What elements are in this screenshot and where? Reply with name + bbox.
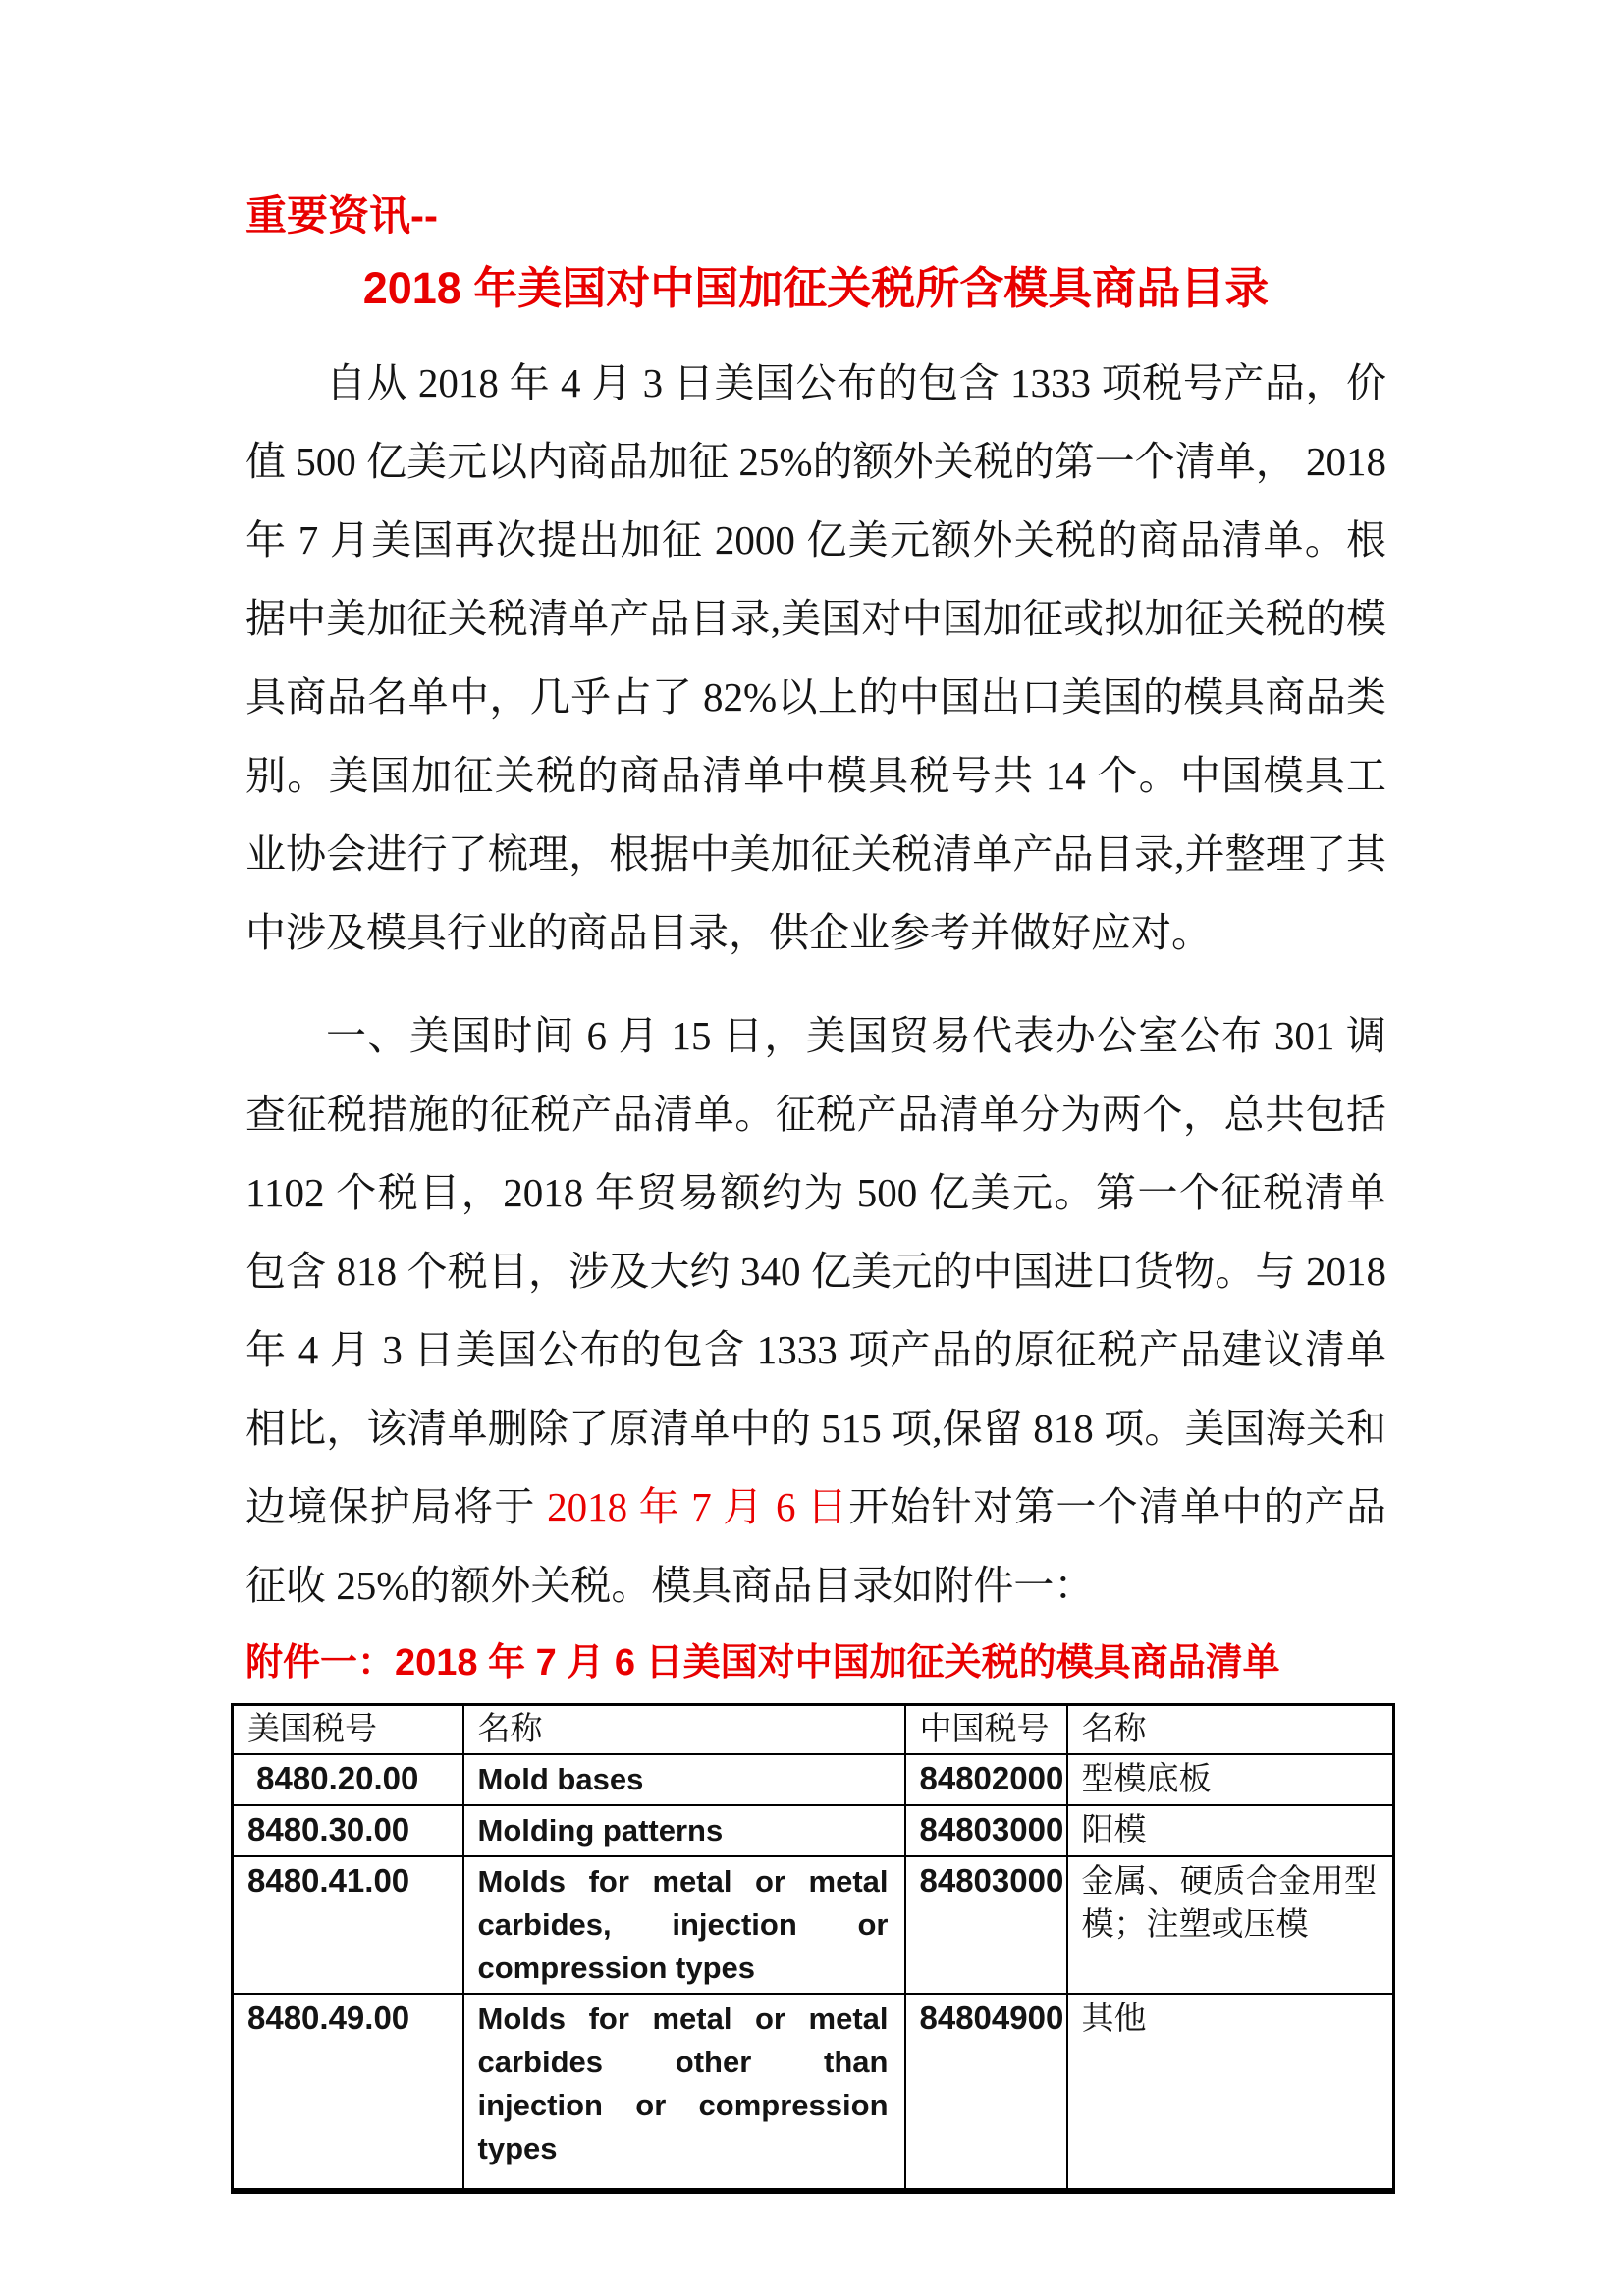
cell-cn-code: 84802000 <box>905 1754 1067 1805</box>
cell-name-en: Molds for metal or metal carbides other than injection or compression types <box>463 1994 905 2191</box>
cell-us-code: 8480.30.00 <box>233 1805 463 1856</box>
tariff-table <box>231 1703 1395 2194</box>
attachment-heading: 附件一：2018 年 7 月 6 日美国对中国加征关税的模具商品清单 <box>245 1642 1280 1684</box>
table-header-row <box>233 1705 1394 1755</box>
cell-name-en: Molding patterns <box>463 1805 905 1856</box>
col-header-us-code: 美国税号 <box>233 1705 463 1755</box>
paragraph-list-one <box>245 996 1386 1625</box>
cell-cn-code: 84804900 <box>905 1994 1067 2191</box>
table-row <box>233 1856 1394 1994</box>
highlight-date: 2018 年 7 月 6 日 <box>547 1484 849 1530</box>
table-row <box>233 1805 1394 1856</box>
col-header-cn-code: 中国税号 <box>905 1705 1067 1755</box>
table-row <box>233 1994 1394 2191</box>
cell-name-en: Mold bases <box>463 1754 905 1805</box>
cell-name-cn: 阳模 <box>1067 1805 1394 1856</box>
cell-name-en: Molds for metal or metal carbides, injection or compression types <box>463 1856 905 1994</box>
paragraph-text-after: 开始针对第一个清单中的产品征收 25%的额外关税。模具商品目录如附件一： <box>245 1484 1387 1609</box>
cell-us-code: 8480.41.00 <box>233 1856 463 1994</box>
cell-us-code: 8480.20.00 <box>233 1754 463 1805</box>
doc-label: 重要资讯-- <box>245 192 438 239</box>
tariff-table-head <box>233 1705 1394 1755</box>
col-header-name-cn: 名称 <box>1067 1705 1394 1755</box>
paragraph-intro: 自从 2018 年 4 月 3 日美国公布的包含 1333 项税号产品，价值 500 亿美元以内商品加征 25%的额外关税的第一个清单， 2018 年 7 月美国再次提出加征 2000 亿美元额外关税的商品清单。根据中美加征关税清单产品目录,美国对中国加征或拟加征关税的模具商品名单中，几乎占了 82%以上的中国出口美国的模具商品类别。美国加征关税的商品清单中模具税号共 14 个。中国模具工业协会进行了梳理，根据中美加征关税清单产品目录,并整理了其中涉及模具行业的商品目录，供企业参考并做好应对。 <box>245 360 1386 956</box>
doc-title: 2018 年美国对中国加征关税所含模具商品目录 <box>362 263 1270 314</box>
cell-cn-code: 84803000 <box>905 1856 1067 1994</box>
paragraph-text-before: 一、美国时间 6 月 15 日，美国贸易代表办公室公布 301 调查征税措施的征税产品清单。征税产品清单分为两个，总共包括 1102 个税目，2018 年贸易额约为 500 亿美元。第一个征税清单包含 818 个税目，涉及大约 340 亿美元的中国进口货物。与 2018 年 4 月 3 日美国公布的包含 1333 项产品的原征税产品建议清单相比，该清单删除了原清单中的 515 项,保留 818 项。美国海关和边境保护局将于 <box>245 1013 1386 1530</box>
col-header-name-en: 名称 <box>463 1705 905 1755</box>
document-content <box>245 0 1386 2194</box>
cell-cn-code: 84803000 <box>905 1805 1067 1856</box>
cell-name-cn: 其他 <box>1067 1994 1394 2191</box>
table-row <box>233 1754 1394 1805</box>
cell-name-cn: 金属、硬质合金用型模；注塑或压模 <box>1067 1856 1394 1994</box>
tariff-table-body <box>233 1754 1394 2191</box>
cell-us-code: 8480.49.00 <box>233 1994 463 2191</box>
cell-name-cn: 型模底板 <box>1067 1754 1394 1805</box>
